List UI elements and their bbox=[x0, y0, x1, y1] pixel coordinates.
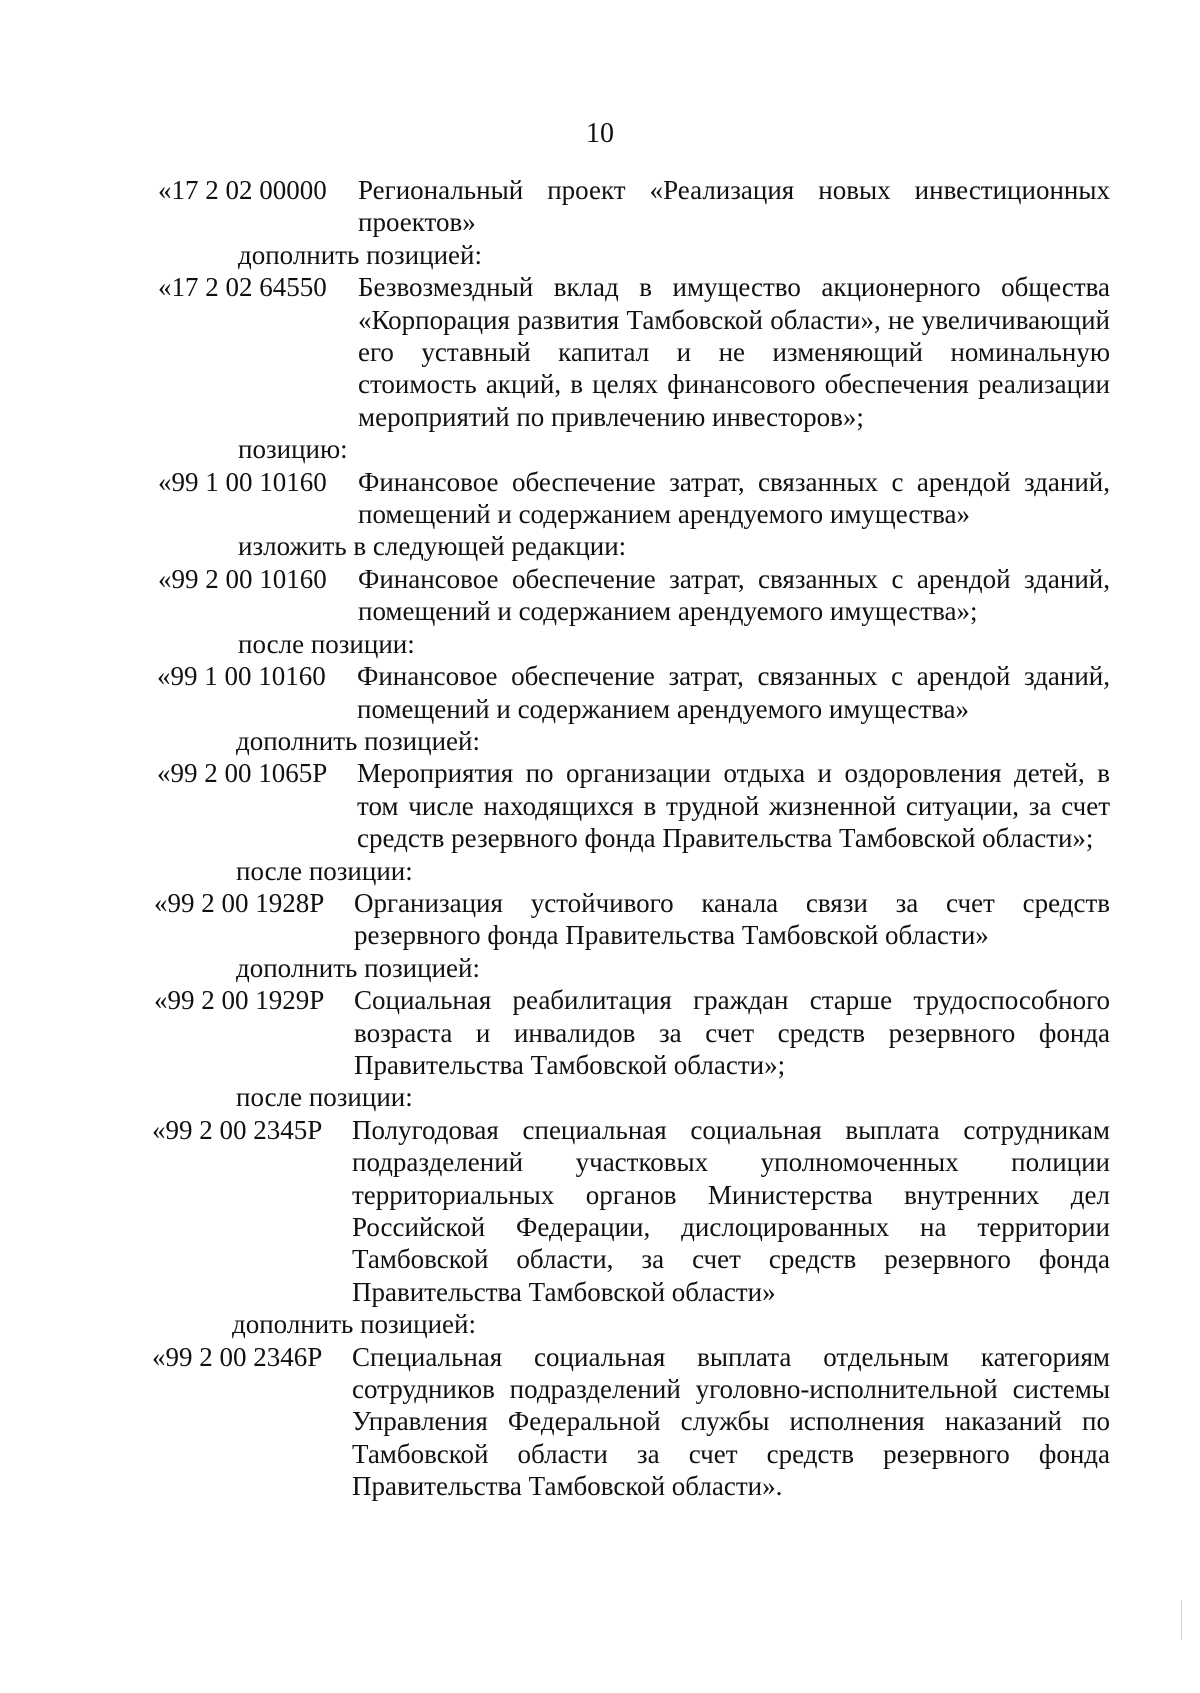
scan-edge-mark bbox=[1181, 1600, 1182, 1640]
amendment-instruction: дополнить позицией: bbox=[236, 725, 480, 756]
budget-code: «99 2 00 1929Р bbox=[154, 985, 325, 1016]
budget-entry bbox=[152, 1341, 1110, 1503]
budget-description: Специальная социальная выплата отдельным категориям сотрудников подразделений уголовно-исполнительной системы Управления Федеральной службы исполнения наказаний по Тамбовской области за счет средств резервного фонда Правительства Тамбовской области». bbox=[352, 1341, 1110, 1502]
budget-description: Безвозмездный вклад в имущество акционерного общества «Корпорация развития Тамбовской области», не увеличивающий его уставный капитал и не изменяющий номинальную стоимость акций, в целях финансового обеспечения реализации мероприятий по привлечению инвесторов»; bbox=[358, 272, 1110, 432]
amendment-instruction: дополнить позицией: bbox=[238, 239, 482, 270]
budget-description: Региональный проект «Реализация новых инвестиционных проектов» bbox=[358, 175, 1110, 238]
amendment-instruction: после позиции: bbox=[236, 1082, 413, 1113]
budget-code: «99 2 00 1928Р bbox=[154, 887, 325, 918]
budget-entry bbox=[158, 466, 1110, 531]
budget-code: «17 2 02 00000 bbox=[158, 175, 327, 205]
amendment-instruction: после позиции: bbox=[238, 628, 415, 659]
budget-entry bbox=[157, 660, 1110, 725]
budget-code: «99 2 00 2345Р bbox=[152, 1114, 323, 1145]
budget-description: Полугодовая специальная социальная выплата сотрудникам подразделений участковых уполномоченных полиции территориальных органов Министерства внутренних дел Российской Федерации, дислоцированных на территории Тамбовской области, за счет средств резервного фонда Правительства Тамбовской области» bbox=[352, 1114, 1110, 1307]
amendment-instruction: дополнить позицией: bbox=[232, 1309, 476, 1340]
amendment-instruction: позицию: bbox=[238, 434, 348, 465]
budget-code: «99 1 00 10160 bbox=[157, 661, 326, 692]
budget-code: «99 2 00 2346Р bbox=[152, 1341, 323, 1372]
page-number: 10 bbox=[586, 118, 614, 149]
budget-description: Финансовое обеспечение затрат, связанных с арендой зданий, помещений и содержанием арендуемого имущества» bbox=[358, 466, 1110, 530]
budget-entry bbox=[154, 984, 1110, 1081]
budget-description: Финансовое обеспечение затрат, связанных с арендой зданий, помещений и содержанием арендуемого имущества» bbox=[357, 661, 1110, 724]
budget-entry bbox=[158, 271, 1110, 433]
budget-entry bbox=[158, 174, 1110, 239]
amendment-instruction: после позиции: bbox=[236, 855, 413, 886]
document-body bbox=[152, 174, 1110, 1503]
budget-code: «17 2 02 64550 bbox=[158, 272, 327, 303]
budget-description: Организация устойчивого канала связи за счет средств резервного фонда Правительства Тамбовской области» bbox=[354, 887, 1110, 951]
budget-code: «99 2 00 1065Р bbox=[157, 758, 328, 789]
budget-description: Мероприятия по организации отдыха и оздоровления детей, в том числе находящихся в трудной жизненной ситуации, за счет средств резервного фонда Правительства Тамбовской области»; bbox=[357, 758, 1110, 854]
budget-entry bbox=[152, 1114, 1110, 1308]
amendment-instruction: дополнить позицией: bbox=[236, 952, 480, 983]
budget-description: Финансовое обеспечение затрат, связанных с арендой зданий, помещений и содержанием арендуемого имущества»; bbox=[358, 563, 1110, 627]
budget-code: «99 1 00 10160 bbox=[158, 466, 327, 497]
budget-entry bbox=[157, 757, 1110, 854]
budget-code: «99 2 00 10160 bbox=[158, 563, 327, 594]
budget-entry bbox=[154, 887, 1110, 952]
amendment-instruction: изложить в следующей редакции: bbox=[238, 531, 627, 562]
budget-description: Социальная реабилитация граждан старше трудоспособного возраста и инвалидов за счет средств резервного фонда Правительства Тамбовской области»; bbox=[354, 985, 1110, 1080]
budget-entry bbox=[158, 563, 1110, 628]
